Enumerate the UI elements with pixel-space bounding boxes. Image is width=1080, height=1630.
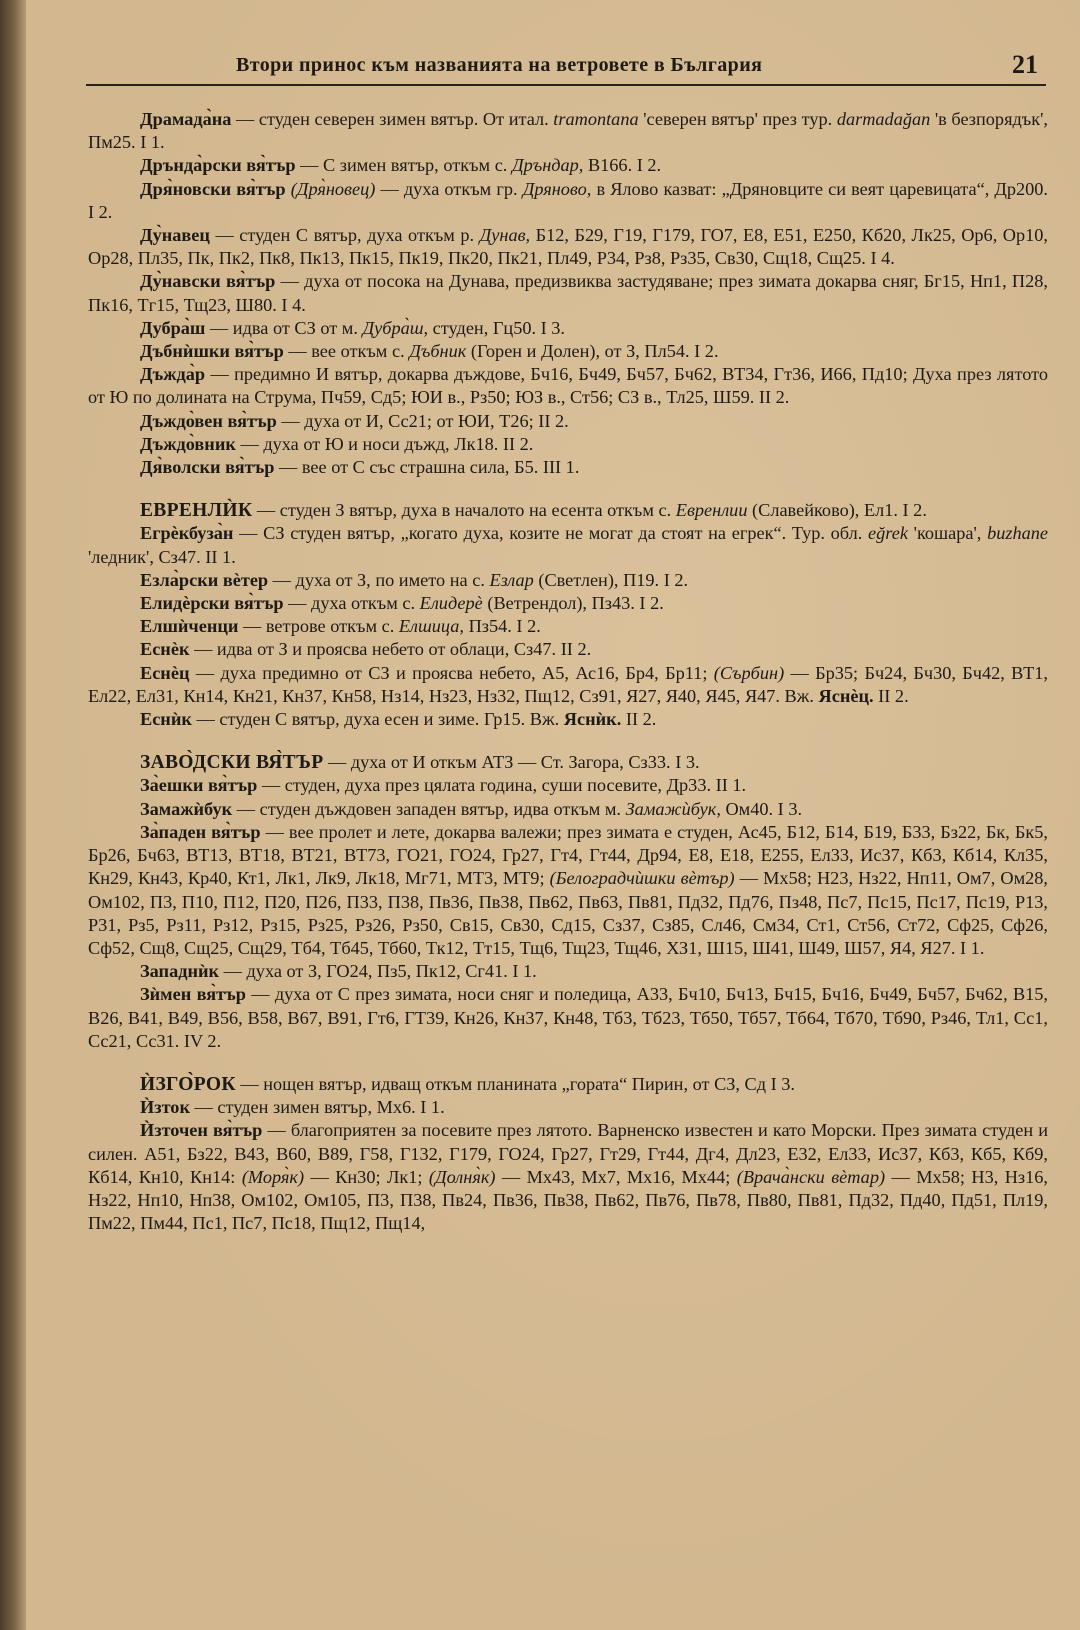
- entry-text: — идва от СЗ от м.: [205, 317, 363, 338]
- entry-text: Ом40. I 3.: [720, 798, 803, 819]
- entry-headword: За̀ешки вя̀тър: [140, 775, 258, 796]
- dictionary-entry: [88, 638, 1048, 661]
- entry-italic: Евренлии: [675, 500, 748, 521]
- entry-headword: ЍЗГО̀РОК: [140, 1073, 236, 1095]
- entry-text: — студен дъждовен западен вятър, идва откъм м.: [232, 798, 626, 819]
- entry-text: II 2.: [621, 709, 657, 730]
- entry-text: — СЗ студен вятър, „когато духа, козите не могат да стоят на егрек“. Тур. обл.: [233, 523, 869, 544]
- book-binding-shadow: [0, 0, 26, 1630]
- entry-text: — духа предимно от СЗ и проясва небето, А5, Ас16, Бр4, Бр11;: [189, 662, 714, 683]
- entry-italic: Езлар: [489, 569, 534, 590]
- entry-crossref: Яснѝк.: [563, 709, 622, 730]
- entry-text: — Мх43, Мх7, Мх16, Мх44;: [495, 1166, 737, 1187]
- entry-text: II 2.: [873, 685, 909, 706]
- dictionary-entry: [88, 317, 1048, 340]
- entry-text: 'кошара',: [907, 523, 988, 544]
- dictionary-entry: [88, 1073, 1048, 1096]
- entry-text: — благоприятен за посевите през лятото. Варненско известен и като Морски. През зимата студен и силен. А51, Бз22, В43, В60, В89, Г58, Г132, Г179, ГО24, Гр27, Гт29, Гт44, Дг4, Дл23, Е32, Ел33, Ис37, Кб3, Кб5, Кб9, Кб14, Кн10, Кн14:: [88, 1120, 1049, 1187]
- dictionary-entry: [88, 270, 1048, 316]
- entry-text: — духа от посока на Дунава, предизвиква застудяване; през зимата докарва сняг, Бг15, Нп1, П28, Пк16, Тг15, Тщ23, Ш80. I 4.: [88, 271, 1048, 315]
- header-rule: [86, 84, 1046, 86]
- entry-italic: buzhane: [987, 523, 1048, 544]
- entry-italic: (Моря̀к): [241, 1166, 305, 1187]
- entry-headword: Ѝзток: [140, 1097, 190, 1118]
- book-page: [26, 0, 1080, 1630]
- entry-text: Пз54. I 2.: [464, 616, 541, 637]
- entry-headword: Замажѝбук: [140, 798, 233, 819]
- dictionary-entry: [88, 1119, 1048, 1235]
- dictionary-entry: [88, 708, 1048, 731]
- entry-headword: Елшѝченци: [140, 616, 239, 637]
- entry-text: — духа откъм с.: [283, 593, 420, 614]
- entry-text: — духа от Ю и носи дъжд, Лк18. II 2.: [235, 433, 534, 454]
- entry-text: — студен северен зимен вятър. От итал.: [231, 109, 554, 129]
- entry-headword: ЗАВО̀ДСКИ ВЯ̀ТЪР: [140, 752, 324, 774]
- entry-text: — духа откъм гр.: [375, 178, 523, 199]
- dictionary-entry: [88, 615, 1048, 638]
- entry-text: — вее от С със страшна сила, Б5. III 1.: [274, 457, 580, 478]
- entry-text: (Горен и Долен), от З, Пл54. I 2.: [466, 341, 719, 362]
- entry-text: Б12, Б29, Г19, Г179, ГО7, Е8, Е51, Е250, Кб20, Лк25, Ор6, Ор10, Ор28, Пл35, Пк, Пк2, Пк8, Пк13, Пк15, Пк19, Пк20, Пк21, Пл49, Р34, Рз8, Рз35, Св30, Сщ18, Сщ25. I 4.: [88, 225, 1049, 269]
- dictionary-entry: [88, 1096, 1048, 1119]
- dictionary-entry: [88, 499, 1048, 522]
- entry-text: — ветрове откъм с.: [238, 616, 399, 637]
- dictionary-entry: [88, 821, 1048, 960]
- dictionary-entry: [88, 798, 1048, 821]
- entry-headword: Дъждо̀вен вя̀тър: [140, 410, 277, 431]
- entry-headword: Ду̀навски вя̀тър: [140, 271, 276, 292]
- entry-italic: Дъбник: [409, 341, 467, 362]
- entry-italic: darmadağan: [836, 109, 931, 129]
- entry-text: — предимно И вятър, докарва дъждове, Бч16, Бч49, Бч57, Бч62, ВТ34, Гт36, И66, Пд10; Духа през лятото от Ю по долината на Струма, Пч59, Сд5; ЮИ в., Рз50; ЮЗ в., Ст56; СЗ в., Тл25, Ш59. II 2.: [88, 364, 1048, 408]
- entry-text: 'ледник', Сз47. II 1.: [88, 546, 236, 567]
- entry-text: 'в безпорядък', Пм25. I 1.: [88, 109, 1048, 153]
- entry-headword: Дъжда̀р: [140, 364, 206, 385]
- entry-headword: Егрѐкбуза̀н: [140, 523, 234, 544]
- dictionary-entry: [88, 960, 1048, 983]
- entry-text: — идва от З и проясва небето от облаци, Сз47. II 2.: [189, 639, 592, 660]
- entry-text: — С зимен вятър, откъм с.: [295, 155, 512, 176]
- dictionary-entry: [88, 456, 1048, 479]
- page-number: 21: [1012, 50, 1038, 79]
- entry-italic: Елидерѐ: [419, 593, 483, 614]
- dictionary-entry: [88, 569, 1048, 592]
- entry-italic: Дръндар,: [511, 155, 584, 176]
- dictionary-entry: [88, 662, 1048, 708]
- entry-text: — вее пролет и лете, докарва валежи; през зимата е студен, Ас45, Б12, Б14, Б19, Б33, Бз22, Бк, Бк5, Бр26, Бч63, ВТ13, ВТ18, ВТ21, ВТ73, ГО21, ГО24, Гр27, Гт4, Гт44, Др94, Е8, Е18, Е255, Ел33, Ис37, Кб3, Кб14, Кл35, Кн29, Кн43, Кр40, Кт1, Лк1, Лк9, Лк18, Мг71, МТ3, МТ9;: [88, 821, 1049, 889]
- running-head: [206, 50, 1046, 84]
- entry-text: — Кн30; Лк1;: [304, 1166, 429, 1187]
- entry-italic: (Долня̀к): [428, 1166, 496, 1187]
- entry-text: — нощен вятър, идващ откъм планината „гората“ Пирин, от СЗ, Сд I 3.: [235, 1073, 795, 1094]
- entry-italic: eğrek: [868, 523, 908, 544]
- dictionary-entry: [88, 340, 1048, 363]
- dictionary-entry: [88, 522, 1048, 568]
- dictionary-entry: [88, 178, 1048, 224]
- entry-headword: ЕВРЕНЛЍК: [140, 500, 253, 522]
- entry-text: — Мх58; Н3, Нз16, Нз22, Нп10, Нп38, Ом102, Ом105, П3, П38, Пв24, Пв36, Пв38, Пв62, Пв76, Пв78, Пв80, Пв81, Пд32, Пд40, Пд51, Пл19, Пм22, Пм44, Пс1, Пс7, Пс18, Пщ12, Пщ14,: [88, 1166, 1048, 1234]
- entry-text: — духа от И, Сс21; от ЮИ, Т26; II 2.: [276, 410, 569, 431]
- dictionary-entry: [88, 154, 1048, 177]
- running-title: Втори принос към названията на ветровете в България: [236, 54, 763, 76]
- entry-headword: Драмада̀на: [140, 109, 232, 129]
- entry-text: (Славейково), Ел1. I 2.: [747, 500, 927, 521]
- entry-text: — студен З вятър, духа в началото на есента откъм с.: [252, 500, 676, 521]
- entry-italic: (Дря̀новец): [290, 178, 376, 199]
- entry-headword: Еснѐк: [140, 639, 190, 660]
- entry-italic: Замажѝбук,: [625, 798, 721, 819]
- entry-italic: tramontana: [553, 109, 639, 129]
- entry-headword: Дя̀волски вя̀тър: [140, 457, 275, 478]
- entry-headword: Дря̀новски вя̀тър: [140, 178, 286, 199]
- entry-headword: Езла̀рски вѐтер: [140, 569, 269, 590]
- entry-headword: Дрънда̀рски вя̀тър: [140, 155, 296, 176]
- entry-headword: Дубра̀ш: [140, 317, 206, 338]
- entry-text: — студен, духа през цялата година, суши посевите, Др33. II 1.: [257, 775, 747, 796]
- entry-crossref: Яснѐц.: [818, 685, 874, 706]
- entry-italic: Елшица,: [398, 616, 464, 637]
- entry-italic: Дряново,: [522, 178, 592, 199]
- entry-italic: (Сърбин): [713, 662, 785, 683]
- dictionary-entry: [88, 774, 1048, 797]
- entry-text: в Ялово казват: „Дряновците си веят царевицата“, Др200. I 2.: [88, 178, 1048, 222]
- entry-italic: (Врача̀нски вѐтар): [736, 1166, 886, 1187]
- entry-text: — студен С вятър, духа откъм р.: [209, 225, 480, 246]
- entry-text: — студен зимен вятър, Мх6. I 1.: [189, 1097, 445, 1118]
- entry-text: — Мх58; Н23, Нз22, Нп11, Ом7, Ом28, Ом102, П3, П10, П12, П20, П26, П33, П38, Пв36, Пв38, Пв62, Пв63, Пв81, Пд32, Пд76, Пз48, Пс7, Пс15, Пс17, Пс19, Р13, Р31, Рз5, Рз11, Рз12, Рз15, Рз25, Рз26, Рз50, Св15, Св30, Сд15, Сз37, Сз85, Сл46, См34, Ст1, Ст56, Ст72, Сф25, Сф26, Сф52, Сщ8, Сщ25, Сщ29, Тб4, Тб45, Тб60, Тк12, Тт15, Тщ6, Тщ23, Тщ46, ХЗ1, Ш15, Ш41, Ш49, Ш57, Я4, Я27. I 1.: [88, 868, 1049, 958]
- entry-headword: За̀паден вя̀тър: [140, 821, 261, 842]
- entry-text: студен, Гц50. I 3.: [428, 317, 565, 338]
- entry-italic: Дубра̀ш,: [362, 317, 429, 338]
- entry-headword: Еснѝк: [140, 709, 192, 730]
- entry-headword: Западнѝк: [140, 961, 220, 982]
- dictionary-entry: [88, 224, 1048, 270]
- dictionary-entry: [88, 433, 1048, 456]
- entry-headword: Дъждо̀вник: [140, 433, 236, 454]
- entry-headword: Ѝзточен вя̀тър: [140, 1120, 263, 1141]
- entry-text: (Ветрендол), Пз43. I 2.: [482, 593, 664, 614]
- entry-text: — студен С вятър, духа есен и зиме. Гр15. Вж.: [191, 709, 564, 730]
- entry-text: 'северен вятър' през тур.: [638, 109, 837, 129]
- dictionary-entry: [88, 751, 1048, 774]
- entry-headword: Елидѐрски вя̀тър: [140, 593, 284, 614]
- entry-italic: Дунав,: [479, 225, 531, 246]
- entry-italic: (Белоградчѝшки вѐтър): [549, 868, 735, 889]
- entry-text: — Бр35; Бч24, Бч30, Бч42, ВТ1, Ел22, Ел31, Кн14, Кн21, Кн37, Кн58, Нз14, Нз23, Нз32, Пщ12, Сз91, Я27, Я40, Я45, Я47. Вж.: [88, 662, 1048, 706]
- entry-text: (Светлен), П19. I 2.: [533, 569, 689, 590]
- entry-headword: Еснѐц: [140, 662, 190, 683]
- dictionary-entry: [88, 983, 1048, 1053]
- dictionary-entry: [88, 592, 1048, 615]
- entry-text: — духа от З, ГО24, Пз5, Пк12, Сг41. I 1.: [219, 961, 537, 982]
- entry-text: — духа от З, по името на с.: [268, 569, 490, 590]
- entry-headword: Зѝмен вя̀тър: [140, 984, 246, 1005]
- dictionary-entry: [88, 363, 1048, 409]
- entry-text: — духа от С през зимата, носи сняг и поледица, А33, Бч10, Бч13, Бч15, Бч16, Бч49, Бч57, Бч62, В15, В26, В41, В49, В56, В58, В67, В91, Гт6, ГТ39, Кн26, Кн37, Кн48, Тб3, Тб23, Тб50, Тб57, Тб64, Тб70, Тб90, Рз46, Тл1, Сс1, Сс21, Сс31. IV 2.: [88, 984, 1048, 1051]
- dictionary-entry: [88, 108, 1048, 154]
- entry-text: В166. I 2.: [583, 155, 662, 176]
- entry-headword: Дъбнѝшки вя̀тър: [140, 341, 284, 362]
- entry-headword: Ду̀навец: [140, 225, 210, 246]
- dictionary-entry: [88, 410, 1048, 433]
- entry-text: — духа от И откъм АТЗ — Ст. Загора, Сз33. I 3.: [323, 752, 700, 773]
- entry-text: — вее откъм с.: [283, 341, 410, 362]
- dictionary-body: [88, 108, 1048, 1235]
